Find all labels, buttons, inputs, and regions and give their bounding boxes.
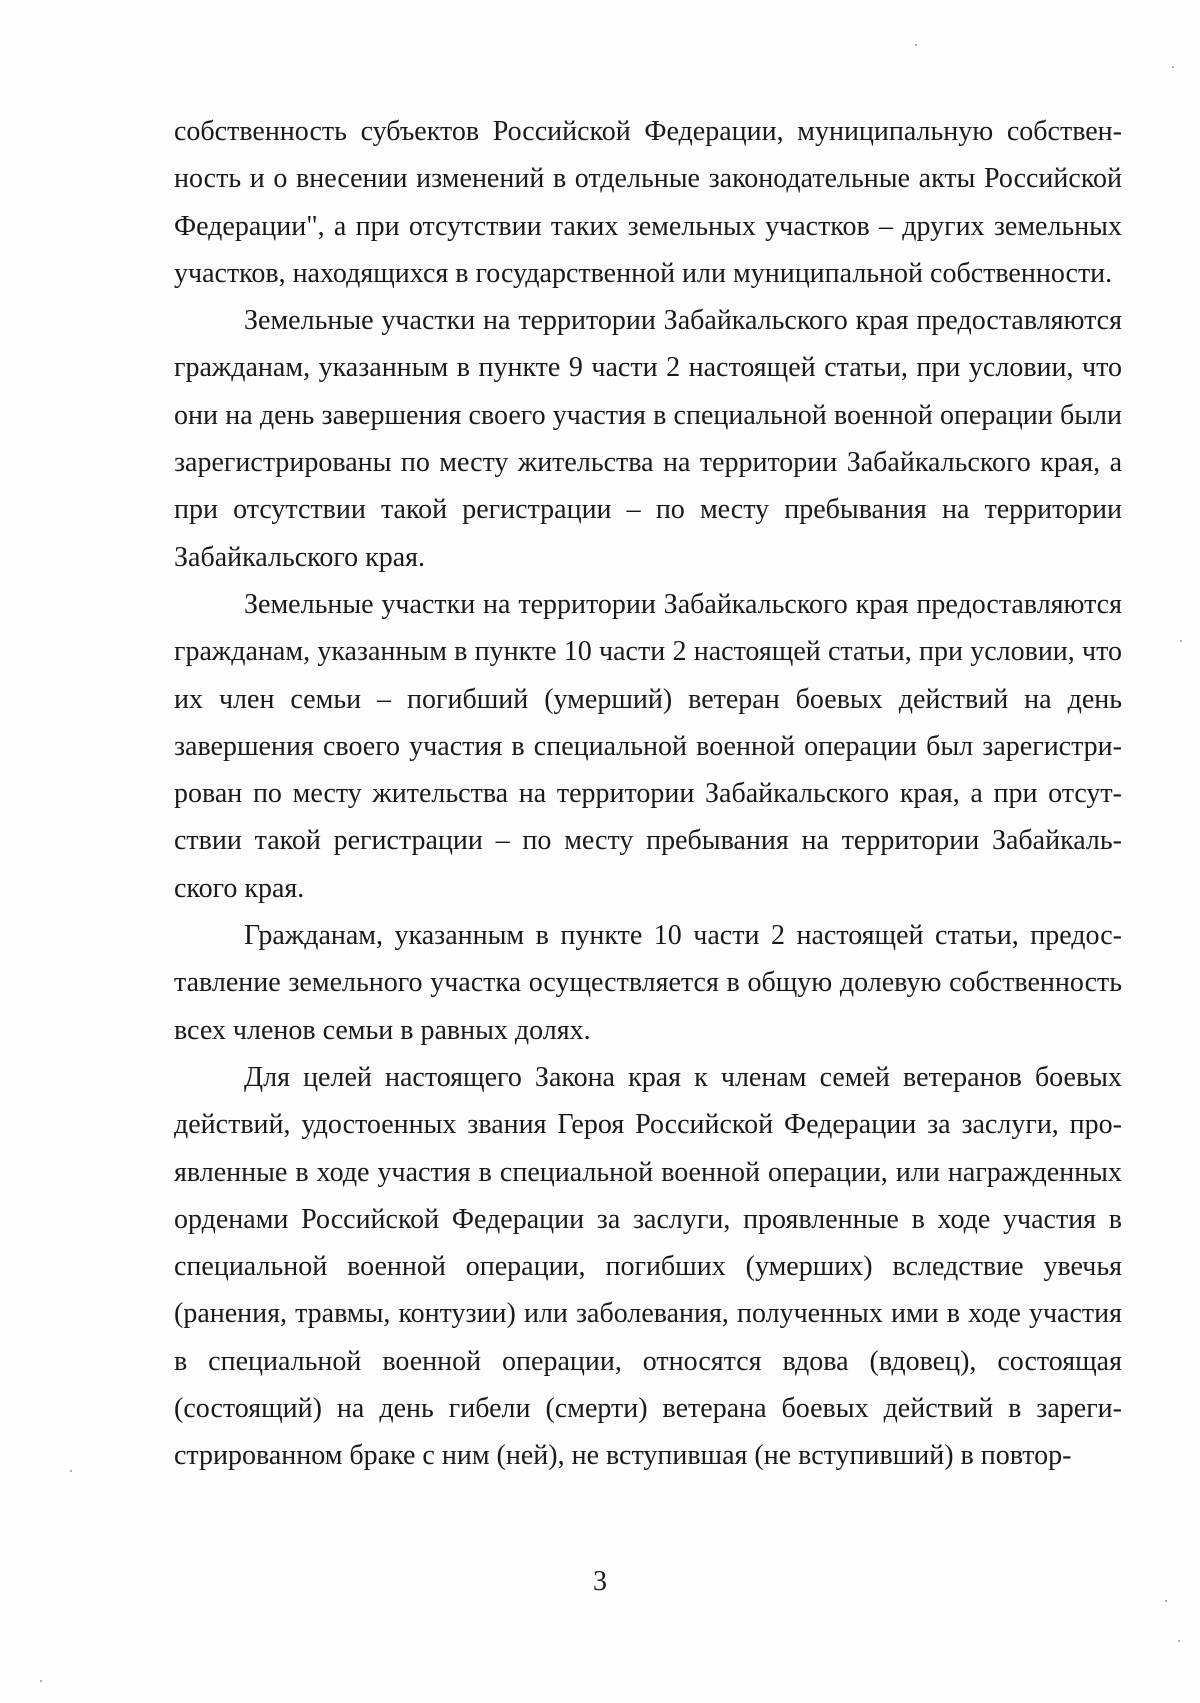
- scan-speck: [40, 1680, 42, 1682]
- paragraph-2: Земельные участки на территории Забайкальского края предоставляются гражданам, указанным в пункте 9 части 2 настоящей статьи, при условии, что они на день завершения своего участия в специальной военной операции были зарегистрированы по месту жительства на территории Забайкальского края, а при отсутствии такой регистрации – по месту пребывания на территории Забайкальского края.: [174, 305, 1122, 573]
- paragraph-4: Гражданам, указанным в пункте 10 части 2 настоящей статьи, предоставление земельного участка осуществляется в общую долевую собственность всех членов семьи в равных долях.: [174, 920, 1122, 1046]
- paragraph-5: Для целей настоящего Закона края к членам семей ветеранов боевых действий, удостоенных звания Героя Российской Федерации за заслуги, проявленные в ходе участия в специальной военной операции, или награжденных орденами Российской Федерации за заслуги, проявленные в ходе участия в специальной военной операции, погибших (умерших) вследствие увечья (ранения, травмы, контузии) или заболевания, полученных ими в ходе участия в специальной военной операции, относятся вдова (вдовец), состоящая (состоящий) на день гибели (смерти) ветерана боевых действий в зарегистрированном браке с ним (ней), не вступившая (не вступивший) в повтор-: [174, 1061, 1122, 1472]
- paragraph-3: Земельные участки на территории Забайкальского края предоставляются гражданам, указанным в пункте 10 части 2 настоящей статьи, при условии, что их член семьи – погибший (умерший) ветеран боевых действий на день завершения своего участия в специальной военной операции был зарегистрирован по месту жительства на территории Забайкальского края, а при отсутствии такой регистрации – по месту пребывания на территории Забайкальского края.: [174, 588, 1122, 904]
- document-body: [174, 108, 1122, 1480]
- scan-speck: [1165, 1600, 1167, 1602]
- scan-speck: [1178, 1640, 1180, 1642]
- scan-speck: [70, 1470, 72, 1472]
- page-number: 3: [593, 1566, 607, 1597]
- paragraph-1: собственность субъектов Российской Федерации, муниципальную собственность и о внесении изменений в отдельные законодательные акты Российской Федерации", а при отсутствии таких земельных участков – других земельных участков, находящихся в государственной или муниципальной собственности.: [174, 116, 1122, 289]
- scan-speck: [1172, 66, 1174, 68]
- scan-speck: [1180, 640, 1182, 642]
- scan-speck: [915, 44, 917, 46]
